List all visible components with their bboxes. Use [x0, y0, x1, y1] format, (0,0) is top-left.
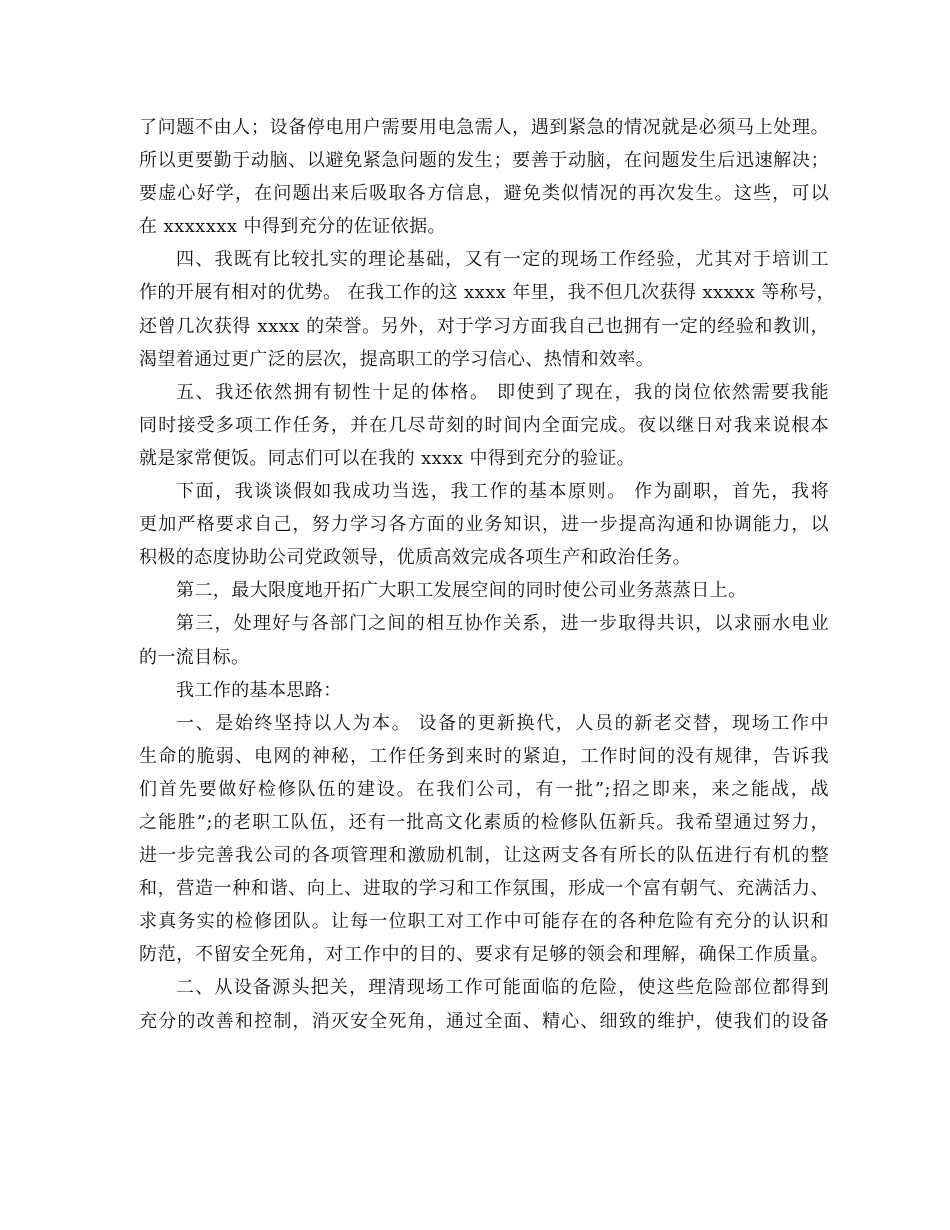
paragraph-first-line: 五、我还依然拥有韧性十足的体格。 即使到了现在，我的岗位依然需要我能: [176, 381, 829, 403]
text-line: 了问题不由人；设备停电用户需要用电急需人，遇到紧急的情况就是必须马上处理。: [139, 117, 829, 138]
text-line: 所以更要勤于动脑、以避免紧急问题的发生；要善于动脑，在问题发生后迅速解决；: [139, 150, 829, 172]
text-line: 之能胜”;的老职工队伍，还有一批高文化素质的检修队伍新兵。我希望通过努力，: [139, 811, 829, 833]
document-body: [139, 111, 835, 1038]
text-line: 在 xxxxxxx 中得到充分的佐证依据。: [139, 216, 446, 238]
text-line: 要虚心好学，在问题出来后吸取各方信息，避免类似情况的再次发生。这些，可以: [139, 183, 829, 205]
text-line: 充分的改善和控制，消灭安全死角，通过全面、精心、细致的维护，使我们的设备: [139, 1010, 829, 1032]
text-line: 更加严格要求自己，努力学习各方面的业务知识，进一步提高沟通和协调能力，以: [139, 514, 829, 536]
paragraph-first-line: 第二，最大限度地开拓广大职工发展空间的同时使公司业务蒸蒸日上。: [176, 580, 747, 602]
text-line: 求真务实的检修团队。让每一位职工对工作中可能存在的各种危险有充分的认识和: [139, 911, 829, 933]
paragraph-first-line: 下面，我谈谈假如我成功当选，我工作的基本原则。 作为副职，首先，我将: [176, 481, 829, 503]
text-line: 同时接受多项工作任务，并在几尽苛刻的时间内全面完成。夜以继日对我来说根本: [139, 414, 829, 436]
text-line: 渴望着通过更广泛的层次，提高职工的学习信心、热情和效率。: [139, 348, 655, 370]
text-line: 还曾几次获得 xxxx 的荣誉。另外，对于学习方面我自己也拥有一定的经验和教训，: [139, 315, 829, 337]
text-line: 和，营造一种和谐、向上、进取的学习和工作氛围，形成一个富有朝气、充满活力、: [139, 878, 829, 900]
text-line: 就是家常便饭。同志们可以在我的 xxxx 中得到充分的验证。: [139, 447, 636, 469]
text-line: 们首先要做好检修队伍的建设。在我们公司，有一批”;招之即来，来之能战，战: [139, 778, 829, 800]
text-line: 积极的态度协助公司党政领导，优质高效完成各项生产和政治任务。: [139, 547, 691, 569]
paragraph-first-line: 我工作的基本思路：: [176, 679, 342, 701]
paragraph-first-line: 二、从设备源头把关，理清现场工作可能面临的危险，使这些危险部位都得到: [176, 977, 829, 999]
paragraph-first-line: 四、我既有比较扎实的理论基础，又有一定的现场工作经验，尤其对于培训工: [176, 249, 829, 271]
text-line: 进一步完善我公司的各项管理和激励机制，让这两支各有所长的队伍进行有机的整: [139, 845, 829, 867]
paragraph-first-line: 第三，处理好与各部门之间的相互协作关系，进一步取得共识，以求丽水电业: [176, 613, 829, 635]
text-line: 生命的脆弱、电网的神秘，工作任务到来时的紧迫，工作时间的没有规律，告诉我: [139, 745, 829, 767]
text-line: 防范，不留安全死角，对工作中的目的、要求有足够的领会和理解，确保工作质量。: [139, 944, 829, 966]
text-line: 作的开展有相对的优势。 在我工作的这 xxxx 年里，我不但几次获得 xxxxx 等称号，: [139, 282, 835, 304]
text-line: 的一流目标。: [139, 646, 250, 668]
paragraph-first-line: 一、是始终坚持以人为本。 设备的更新换代，人员的新老交替，现场工作中: [176, 712, 829, 734]
